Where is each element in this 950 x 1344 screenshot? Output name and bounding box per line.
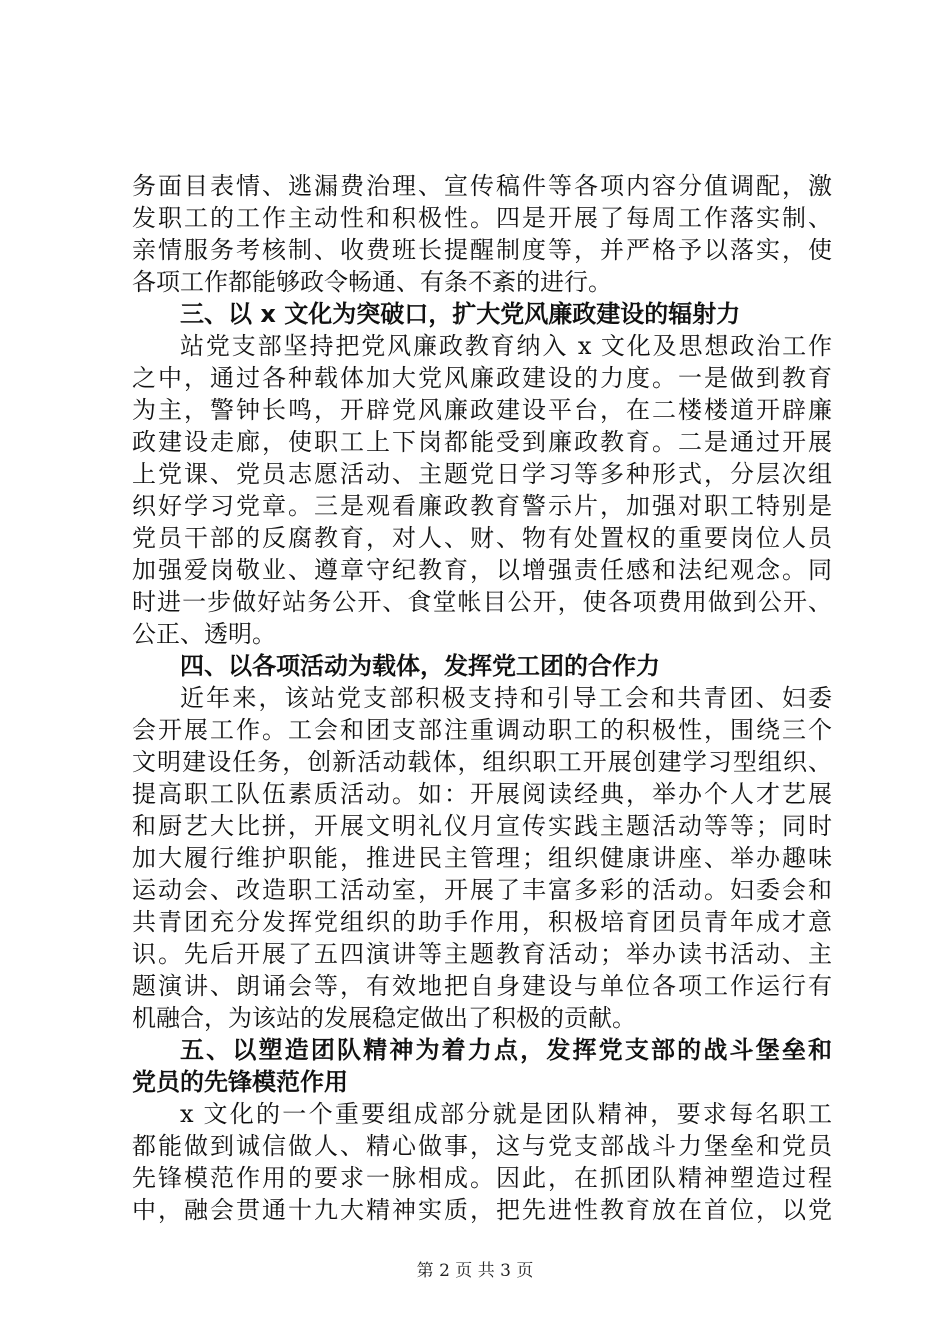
paragraph-line: 提高职工队伍素质活动。如：开展阅读经典，举办个人才艺展	[132, 780, 832, 808]
paragraph-line: x 文化的一个重要组成部分就是团队精神，要求每名职工	[180, 1100, 832, 1128]
paragraph-line: 政建设走廊，使职工上下岗都能受到廉政教育。二是通过开展	[132, 428, 832, 456]
paragraph-line: 识。先后开展了五四演讲等主题教育活动；举办读书活动、主	[132, 940, 832, 968]
paragraph-line: 会开展工作。工会和团支部注重调动职工的积极性，围绕三个	[132, 716, 832, 744]
paragraph-line: 都能做到诚信做人、精心做事，这与党支部战斗力堡垒和党员	[132, 1132, 832, 1160]
paragraph-line: 公正、透明。	[132, 620, 276, 648]
paragraph-line: 题演讲、朗诵会等，有效地把自身建设与单位各项工作运行有	[132, 972, 832, 1000]
paragraph-line: 亲情服务考核制、收费班长提醒制度等，并严格予以落实，使	[132, 236, 832, 264]
paragraph-line: 先锋模范作用的要求一脉相成。因此，在抓团队精神塑造过程	[132, 1164, 832, 1192]
paragraph-line: 加大履行维护职能，推进民主管理；组织健康讲座、举办趣味	[132, 844, 832, 872]
paragraph-line: 发职工的工作主动性和积极性。四是开展了每周工作落实制、	[132, 204, 832, 232]
paragraph-line: 织好学习党章。三是观看廉政教育警示片，加强对职工特别是	[132, 492, 832, 520]
section-heading-line: 三、以 x 文化为突破口，扩大党风廉政建设的辐射力	[180, 300, 741, 328]
paragraph-line: 时进一步做好站务公开、食堂帐目公开，使各项费用做到公开、	[132, 588, 832, 616]
paragraph-line: 上党课、党员志愿活动、主题党日学习等多种形式，分层次组	[132, 460, 832, 488]
section-heading-line: 党员的先锋模范作用	[132, 1068, 348, 1096]
paragraph-line: 为主，警钟长鸣，开辟党风廉政建设平台，在二楼楼道开辟廉	[132, 396, 832, 424]
paragraph-line: 和厨艺大比拼，开展文明礼仪月宣传实践主题活动等等；同时	[132, 812, 832, 840]
paragraph-line: 中，融会贯通十九大精神实质，把先进性教育放在首位，以党	[132, 1196, 832, 1224]
section-heading-line: 五、以塑造团队精神为着力点，发挥党支部的战斗堡垒和	[180, 1036, 832, 1064]
paragraph-line: 加强爱岗敬业、遵章守纪教育，以增强责任感和法纪观念。同	[132, 556, 832, 584]
paragraph-line: 各项工作都能够政令畅通、有条不紊的进行。	[132, 268, 612, 296]
paragraph-line: 机融合，为该站的发展稳定做出了积极的贡献。	[132, 1004, 636, 1032]
paragraph-line: 运动会、改造职工活动室，开展了丰富多彩的活动。妇委会和	[132, 876, 832, 904]
paragraph-line: 近年来，该站党支部积极支持和引导工会和共青团、妇委	[180, 684, 832, 712]
paragraph-line: 文明建设任务，创新活动载体，组织职工开展创建学习型组织、	[132, 748, 832, 776]
paragraph-line: 务面目表情、逃漏费治理、宣传稿件等各项内容分值调配，激	[132, 172, 832, 200]
paragraph-line: 党员干部的反腐教育，对人、财、物有处置权的重要岗位人员	[132, 524, 832, 552]
section-heading-line: 四、以各项活动为载体，发挥党工团的合作力	[180, 652, 660, 680]
paragraph-line: 之中，通过各种载体加大党风廉政建设的力度。一是做到教育	[132, 364, 832, 392]
paragraph-line: 共青团充分发挥党组织的助手作用，积极培育团员青年成才意	[132, 908, 832, 936]
document-body	[132, 170, 832, 1226]
paragraph-line: 站党支部坚持把党风廉政教育纳入 x 文化及思想政治工作	[180, 332, 832, 360]
page-footer: 第 2 页 共 3 页	[416, 1261, 534, 1281]
